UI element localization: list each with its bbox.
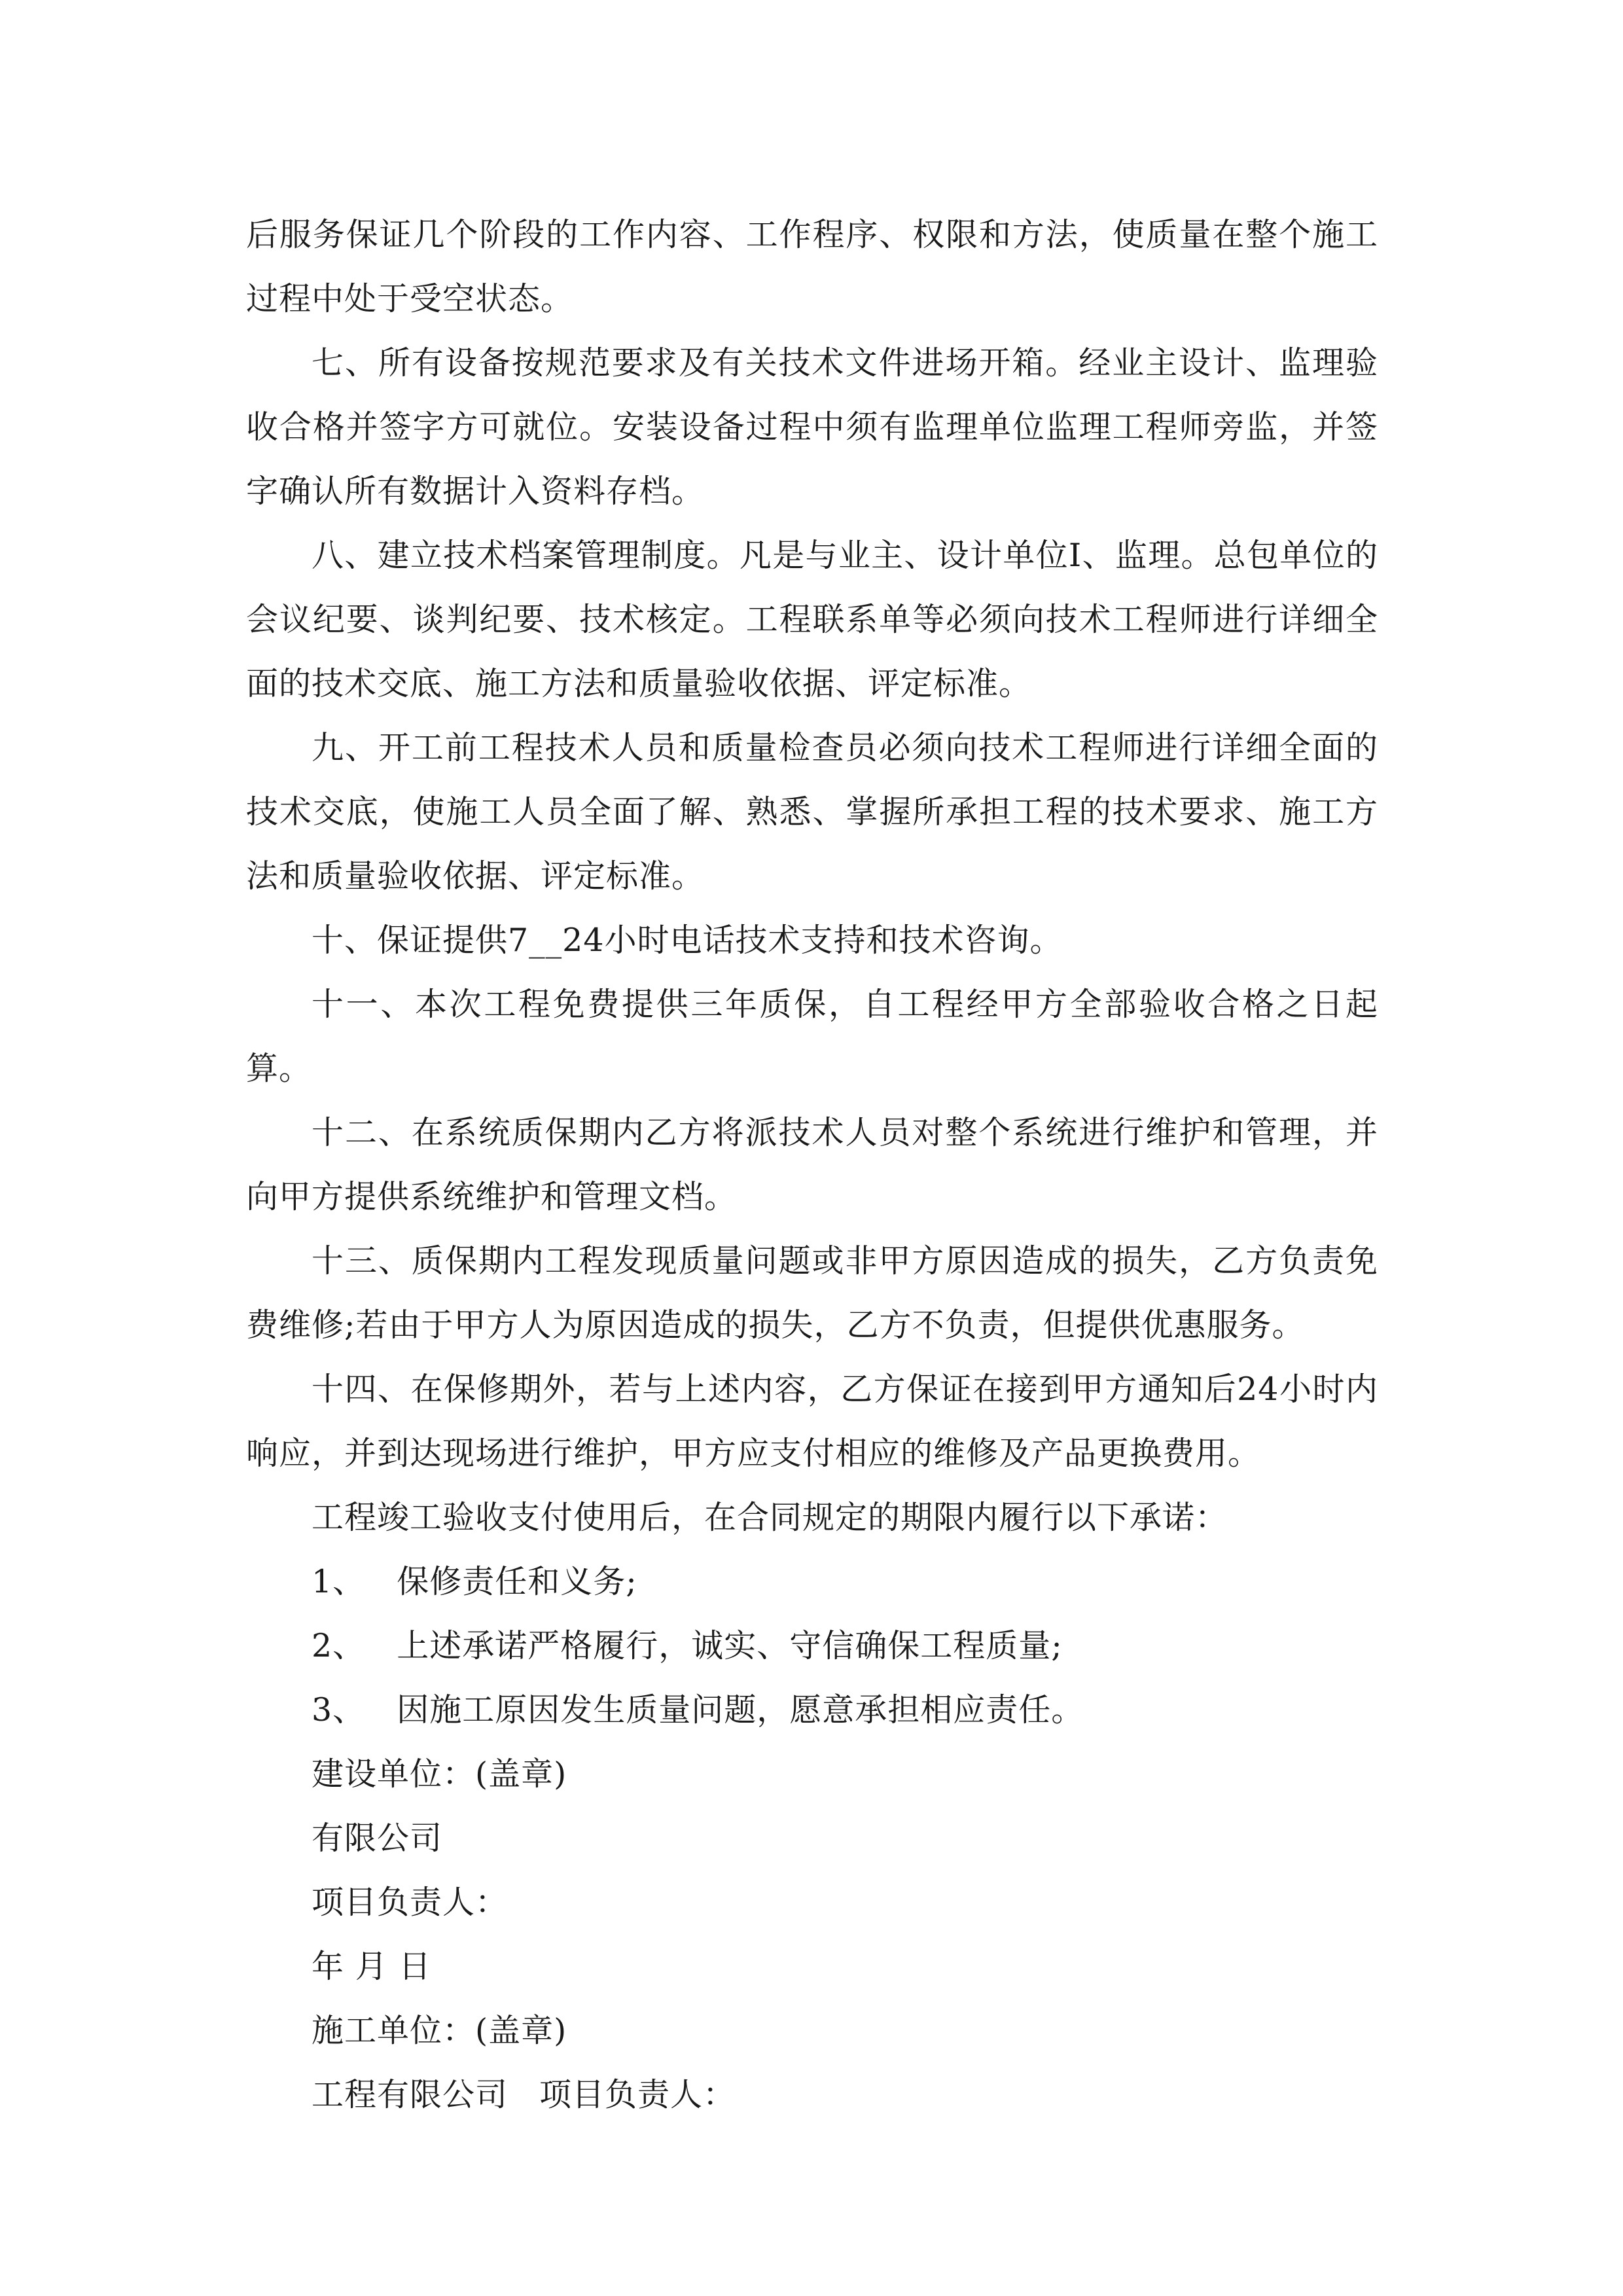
builder-label: 建设单位：(盖章) (312, 1755, 567, 1793)
commitment-text: 保修责任和义务; (397, 1563, 637, 1600)
paragraph-item-13: 十三、质保期内工程发现质量问题或非甲方原因造成的损失，乙方负责免费维修;若由于甲方人为原因造成的损失，乙方不负责，但提供优惠服务。 (246, 1242, 1378, 1344)
contractor-manager: 项目负责人： (539, 2076, 736, 2113)
contractor-company: 工程有限公司 (312, 2076, 508, 2113)
commitment-item (246, 1614, 1378, 1678)
commitment-intro: 工程竣工验收支付使用后，在合同规定的期限内履行以下承诺： (312, 1499, 1228, 1536)
contractor-line (246, 2063, 1378, 2127)
commitment-item (246, 1678, 1378, 1742)
contractor-label: 施工单位：(盖章) (312, 2012, 567, 2049)
paragraph-continuation: 后服务保证几个阶段的工作内容、工作程序、权限和方法，使质量在整个施工过程中处于受空状态。 (246, 216, 1378, 317)
paragraph-item-8: 八、建立技术档案管理制度。凡是与业主、设计单位I、监理。总包单位的会议纪要、谈判纪要、技术核定。工程联系单等必须向技术工程师进行详细全面的技术交底、施工方法和质量验收依据、评定标准。 (246, 537, 1378, 702)
paragraph-item-10: 十、保证提供7__24小时电话技术支持和技术咨询。 (312, 922, 1063, 959)
builder-company: 有限公司 (312, 1820, 443, 1857)
commitment-number: 3、 (312, 1691, 366, 1729)
paragraph-item-7: 七、所有设备按规范要求及有关技术文件进场开箱。经业主设计、监理验收合格并签字方可就位。安装设备过程中须有监理单位监理工程师旁监，并签字确认所有数据计入资料存档。 (246, 344, 1378, 510)
paragraph-item-14: 十四、在保修期外，若与上述内容，乙方保证在接到甲方通知后24小时内响应，并到达现场进行维护，甲方应支付相应的维修及产品更换费用。 (246, 1371, 1378, 1472)
builder-manager: 项目负责人： (312, 1884, 508, 1921)
paragraph-item-12: 十二、在系统质保期内乙方将派技术人员对整个系统进行维护和管理，并向甲方提供系统维护和管理文档。 (246, 1114, 1378, 1215)
commitment-number: 2、 (312, 1627, 366, 1664)
document-body (246, 203, 1378, 2127)
commitment-number: 1、 (312, 1563, 366, 1600)
commitment-text: 因施工原因发生质量问题，愿意承担相应责任。 (397, 1691, 1084, 1729)
paragraph-item-11: 十一、本次工程免费提供三年质保，自工程经甲方全部验收合格之日起算。 (246, 986, 1378, 1087)
commitment-text: 上述承诺严格履行，诚实、守信确保工程质量; (397, 1627, 1063, 1664)
commitment-item (246, 1550, 1378, 1614)
signature-date: 年 月 日 (312, 1948, 432, 1985)
paragraph-item-9: 九、开工前工程技术人员和质量检查员必须向技术工程师进行详细全面的技术交底，使施工人员全面了解、熟悉、掌握所承担工程的技术要求、施工方法和质量验收依据、评定标准。 (246, 729, 1378, 895)
